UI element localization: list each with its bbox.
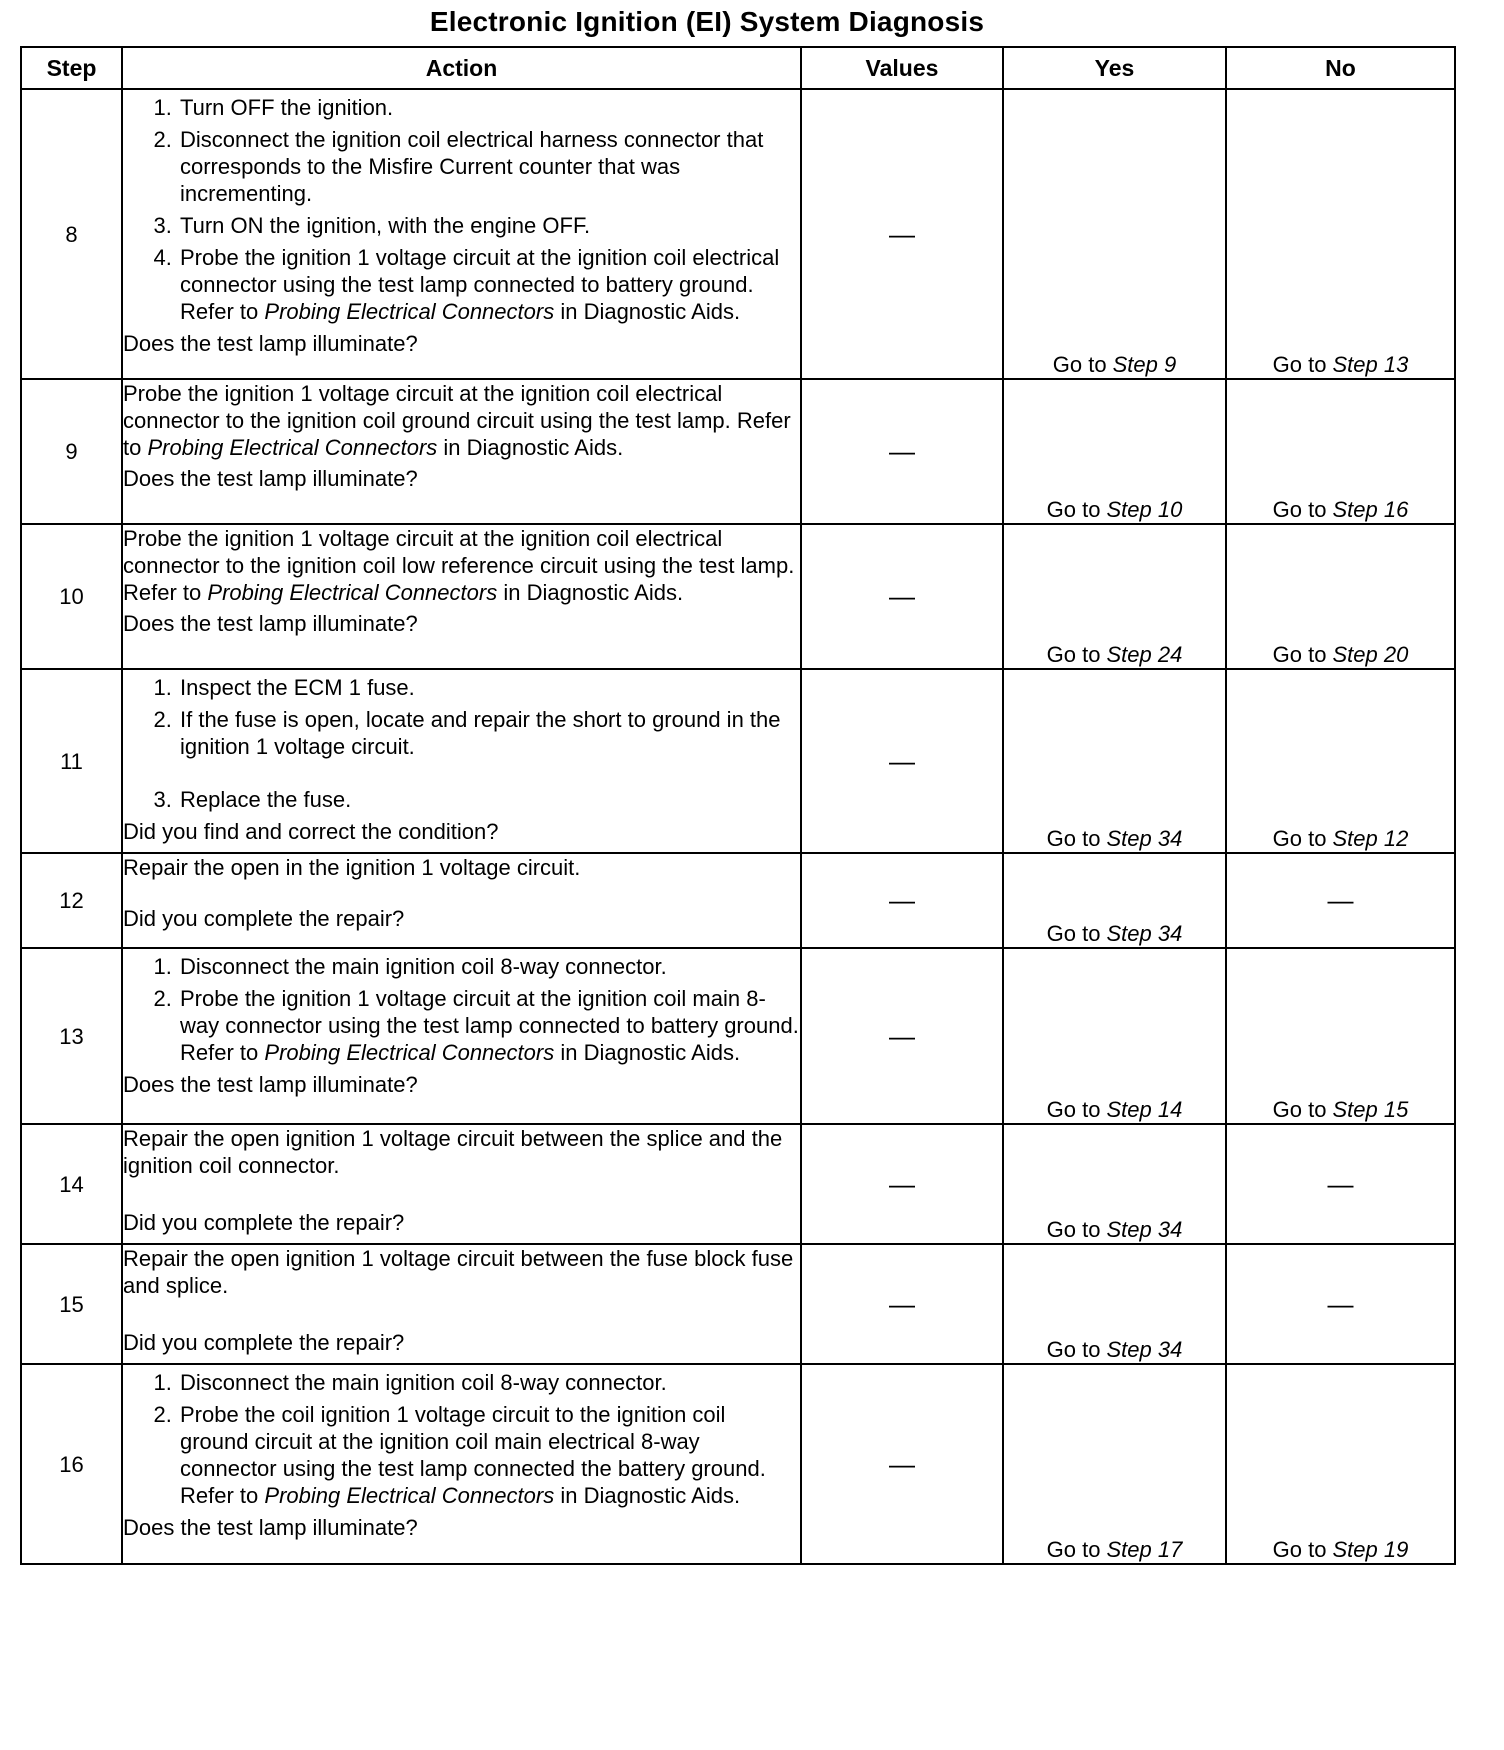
list-item: 3. Turn ON the ignition, with the engine OFF. bbox=[178, 212, 800, 239]
step-number: 9 bbox=[21, 379, 122, 524]
values-cell: — bbox=[801, 669, 1003, 853]
action-cell bbox=[122, 379, 801, 524]
yes-cell: Go to Step 24 bbox=[1003, 524, 1226, 669]
list-item: 1. Turn OFF the ignition. bbox=[178, 94, 800, 121]
header-no: No bbox=[1226, 47, 1455, 89]
question: Did you complete the repair? bbox=[123, 906, 405, 931]
no-cell: Go to Step 13 bbox=[1226, 89, 1455, 379]
header-action: Action bbox=[122, 47, 801, 89]
yes-step: 34 bbox=[1157, 826, 1183, 851]
action-list bbox=[123, 94, 800, 325]
list-item: 2. Probe the coil ignition 1 voltage circuit to the ignition coil ground circuit at the ignition coil main electrical 8-way connector using the test lamp connected the battery ground. Refer to Probing Electrical Connectors in Diagnostic Aids. bbox=[178, 1401, 800, 1509]
yes-step: 34 bbox=[1157, 1337, 1183, 1362]
table-row-step-15 bbox=[21, 1244, 1455, 1364]
no-step: 15 bbox=[1383, 1097, 1409, 1122]
yes-step: 34 bbox=[1157, 1217, 1183, 1242]
no-cell: — bbox=[1226, 853, 1455, 948]
yes-step: 9 bbox=[1163, 352, 1177, 377]
yes-step: 14 bbox=[1157, 1097, 1183, 1122]
values-cell: — bbox=[801, 1244, 1003, 1364]
step-number: 8 bbox=[21, 89, 122, 379]
table-row-step-10 bbox=[21, 524, 1455, 669]
no-step: 12 bbox=[1383, 826, 1409, 851]
no-step: 16 bbox=[1383, 497, 1409, 522]
table-row-step-8 bbox=[21, 89, 1455, 379]
step-number: 16 bbox=[21, 1364, 122, 1564]
table-row-step-14 bbox=[21, 1124, 1455, 1244]
values-cell: — bbox=[801, 379, 1003, 524]
step-number: 12 bbox=[21, 853, 122, 948]
list-item: 2. Probe the ignition 1 voltage circuit at the ignition coil main 8-way connector using the test lamp connected to battery ground. Refer to Probing Electrical Connectors in Diagnostic Aids. bbox=[178, 985, 800, 1066]
list-item: 3. Replace the fuse. bbox=[178, 786, 800, 813]
values-cell: — bbox=[801, 1124, 1003, 1244]
yes-step: 17 bbox=[1157, 1537, 1183, 1562]
no-cell: Go to Step 12 bbox=[1226, 669, 1455, 853]
action-text: Repair the open ignition 1 voltage circuit between the splice and the ignition coil connector. bbox=[123, 1126, 783, 1178]
reference-link-text: Probing Electrical Connectors bbox=[264, 1040, 555, 1065]
reference-link-text: Probing Electrical Connectors bbox=[207, 580, 498, 605]
step-number: 11 bbox=[21, 669, 122, 853]
values-cell: — bbox=[801, 524, 1003, 669]
question: Does the test lamp illuminate? bbox=[123, 1072, 418, 1097]
table-row-step-16 bbox=[21, 1364, 1455, 1564]
no-cell: Go to Step 19 bbox=[1226, 1364, 1455, 1564]
action-cell bbox=[122, 669, 801, 853]
header-values: Values bbox=[801, 47, 1003, 89]
question: Did you complete the repair? bbox=[123, 1330, 405, 1355]
reference-link-text: Probing Electrical Connectors bbox=[264, 299, 555, 324]
action-text: Repair the open in the ignition 1 voltage circuit. bbox=[123, 855, 581, 880]
values-cell: — bbox=[801, 1364, 1003, 1564]
no-cell: Go to Step 20 bbox=[1226, 524, 1455, 669]
action-cell bbox=[122, 853, 801, 948]
no-step: 19 bbox=[1383, 1537, 1409, 1562]
table-row-step-13 bbox=[21, 948, 1455, 1124]
yes-cell: Go to Step 14 bbox=[1003, 948, 1226, 1124]
action-text: Probe the ignition 1 voltage circuit at the ignition coil electrical connector to the ignition coil low reference circuit using the test lamp. Refer to Probing Electrical Connectors in Diagnostic Aids. bbox=[123, 526, 795, 605]
yes-cell: Go to Step 34 bbox=[1003, 669, 1226, 853]
action-cell bbox=[122, 89, 801, 379]
list-item: 4. Probe the ignition 1 voltage circuit at the ignition coil electrical connector using the test lamp connected to battery ground. Refer to Probing Electrical Connectors in Diagnostic Aids. bbox=[178, 244, 800, 325]
no-cell: Go to Step 16 bbox=[1226, 379, 1455, 524]
reference-link-text: Probing Electrical Connectors bbox=[147, 435, 438, 460]
table-row-step-11 bbox=[21, 669, 1455, 853]
list-item: 2. If the fuse is open, locate and repair the short to ground in the ignition 1 voltage circuit. bbox=[178, 706, 800, 760]
yes-cell: Go to Step 34 bbox=[1003, 853, 1226, 948]
yes-cell: Go to Step 34 bbox=[1003, 1124, 1226, 1244]
question: Did you complete the repair? bbox=[123, 1210, 405, 1235]
values-cell: — bbox=[801, 853, 1003, 948]
action-list bbox=[123, 953, 800, 1066]
action-cell bbox=[122, 1364, 801, 1564]
step-number: 14 bbox=[21, 1124, 122, 1244]
yes-cell: Go to Step 34 bbox=[1003, 1244, 1226, 1364]
question: Did you find and correct the condition? bbox=[123, 819, 499, 844]
no-cell: — bbox=[1226, 1124, 1455, 1244]
yes-step: 10 bbox=[1157, 497, 1183, 522]
no-step: 20 bbox=[1383, 642, 1409, 667]
list-item: 1. Inspect the ECM 1 fuse. bbox=[178, 674, 800, 701]
yes-cell: Go to Step 10 bbox=[1003, 379, 1226, 524]
action-cell bbox=[122, 948, 801, 1124]
header-step: Step bbox=[21, 47, 122, 89]
action-text: Repair the open ignition 1 voltage circuit between the fuse block fuse and splice. bbox=[123, 1246, 794, 1298]
step-number: 15 bbox=[21, 1244, 122, 1364]
action-cell bbox=[122, 1244, 801, 1364]
values-cell: — bbox=[801, 948, 1003, 1124]
table-row-step-9 bbox=[21, 379, 1455, 524]
no-cell: — bbox=[1226, 1244, 1455, 1364]
page-title: Electronic Ignition (EI) System Diagnosis bbox=[429, 6, 985, 37]
action-list bbox=[123, 674, 800, 813]
question: Does the test lamp illuminate? bbox=[123, 611, 418, 636]
header-row bbox=[21, 47, 1455, 89]
action-cell bbox=[122, 524, 801, 669]
no-cell: Go to Step 15 bbox=[1226, 948, 1455, 1124]
list-item: 2. Disconnect the ignition coil electrical harness connector that corresponds to the Misfire Current counter that was incrementing. bbox=[178, 126, 800, 207]
step-number: 10 bbox=[21, 524, 122, 669]
diagnosis-table bbox=[20, 46, 1456, 1565]
action-list bbox=[123, 1369, 800, 1509]
header-yes: Yes bbox=[1003, 47, 1226, 89]
step-number: 13 bbox=[21, 948, 122, 1124]
question: Does the test lamp illuminate? bbox=[123, 466, 418, 491]
no-step: 13 bbox=[1383, 352, 1409, 377]
yes-cell: Go to Step 9 bbox=[1003, 89, 1226, 379]
list-item: 1. Disconnect the main ignition coil 8-way connector. bbox=[178, 1369, 800, 1396]
question: Does the test lamp illuminate? bbox=[123, 1515, 418, 1540]
action-text: Probe the ignition 1 voltage circuit at the ignition coil electrical connector to the ignition coil ground circuit using the test lamp. Refer to Probing Electrical Connectors in Diagnostic Aids. bbox=[123, 381, 791, 460]
question: Does the test lamp illuminate? bbox=[123, 331, 418, 356]
values-cell: — bbox=[801, 89, 1003, 379]
list-item: 1. Disconnect the main ignition coil 8-way connector. bbox=[178, 953, 800, 980]
table-row-step-12 bbox=[21, 853, 1455, 948]
yes-step: 34 bbox=[1157, 921, 1183, 946]
yes-step: 24 bbox=[1157, 642, 1183, 667]
yes-cell: Go to Step 17 bbox=[1003, 1364, 1226, 1564]
reference-link-text: Probing Electrical Connectors bbox=[264, 1483, 555, 1508]
action-cell bbox=[122, 1124, 801, 1244]
